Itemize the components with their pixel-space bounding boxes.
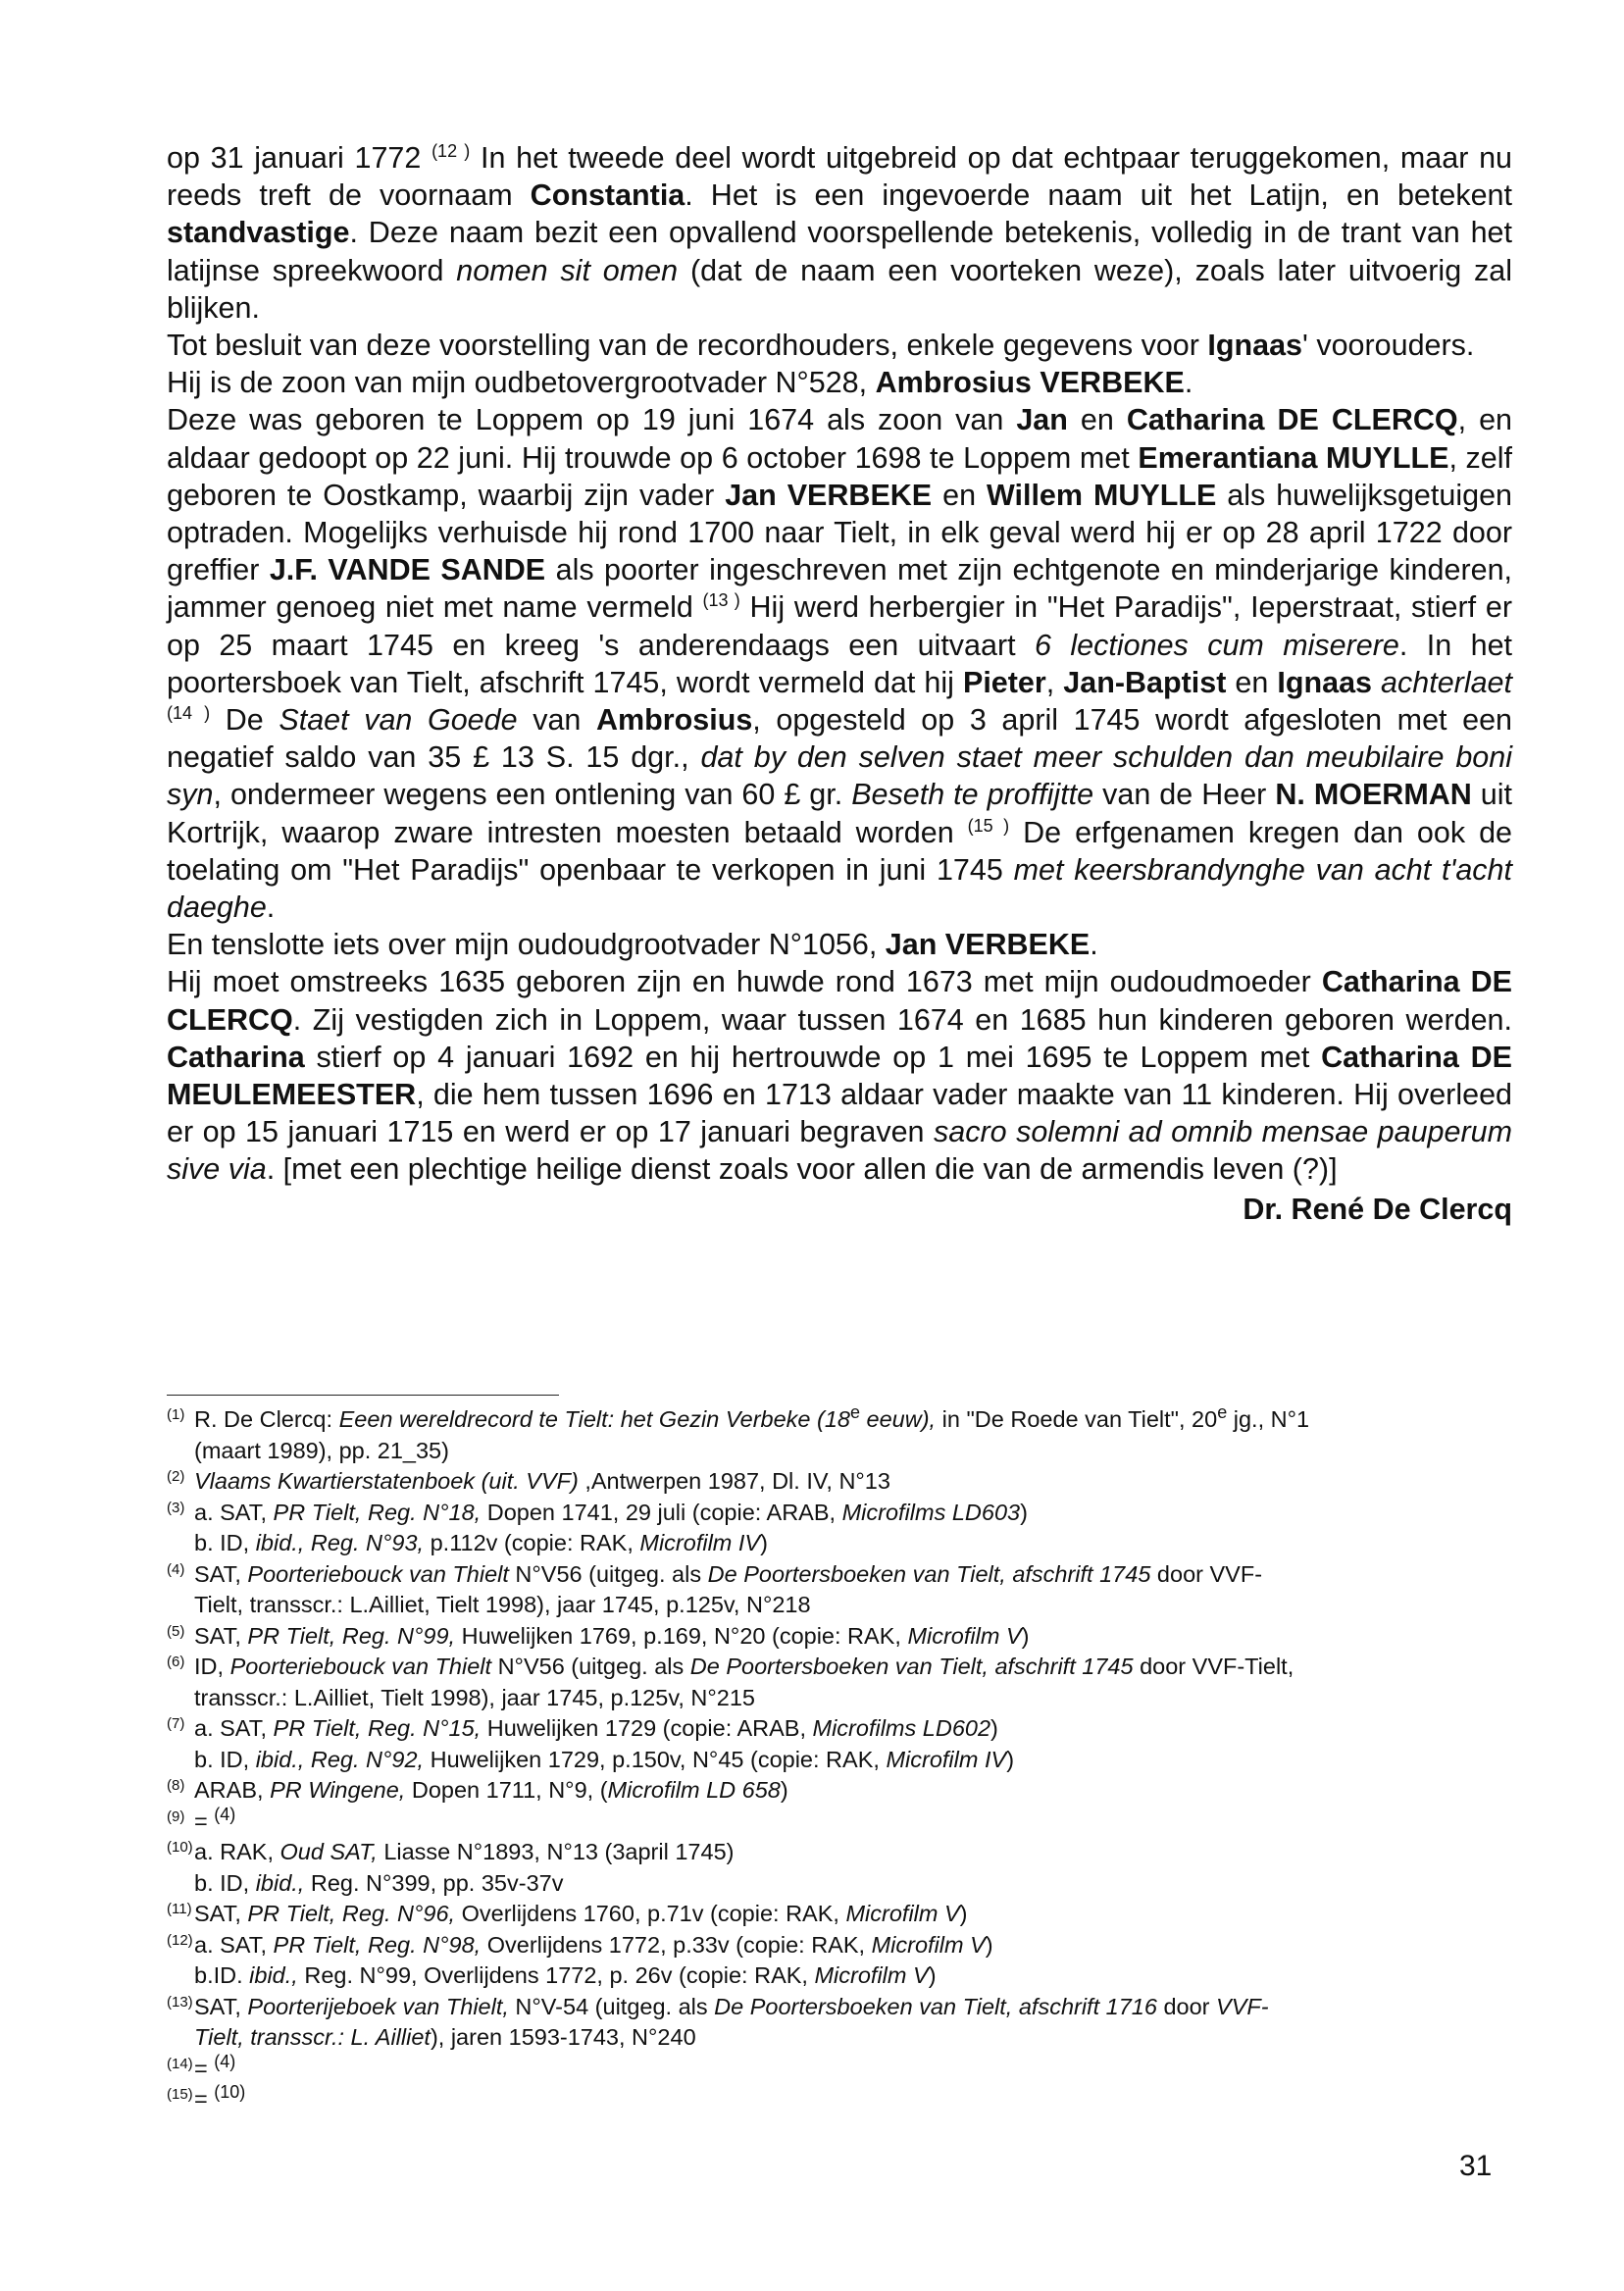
footnote-text <box>194 1590 1520 1621</box>
footnote-number <box>167 1960 194 1992</box>
paragraph-run: achterlaet <box>1381 665 1512 699</box>
footnote-continuation <box>167 2022 1520 2054</box>
footnote-run: e <box>850 1402 861 1423</box>
footnote-run: jg., N°1 <box>1227 1406 1310 1432</box>
footnote-run: Huwelijken 1729 (copie: ARAB, <box>481 1715 813 1741</box>
footnote-run: b. ID, <box>194 1869 256 1896</box>
footnote-run: Reg. N°399, pp. 35v-37v <box>304 1869 564 1896</box>
footnote-number: (1) <box>167 1406 185 1423</box>
footnote <box>167 1404 1520 1436</box>
paragraph-run: Tot besluit van deze voorstelling van de recordhouders, enkele gegevens voor <box>167 329 1208 363</box>
footnote-run: De Poortersboeken van Tielt, afschrift 1716 <box>714 1993 1157 2019</box>
footnote-run: Poorteriebouck van Thielt <box>247 1560 509 1587</box>
footnote <box>167 1621 1520 1653</box>
footnote-run: Microfilm V <box>907 1622 1022 1649</box>
main-text <box>167 139 1512 1228</box>
footnote-run: a. SAT, <box>194 1931 274 1958</box>
paragraph-run: en <box>1067 403 1127 437</box>
footnote-run: Microfilm IV <box>639 1530 761 1555</box>
paragraph-run: . Deze naam bezit een opvallend voorspellende betekenis, volledig in de trant van het latijnse spreekwoord <box>167 216 1512 287</box>
footnote <box>167 1804 1520 1838</box>
footnote-number: (5) <box>167 1622 185 1640</box>
paragraph-run: , en aldaar gedoopt op 22 juni. Hij trouwde op 6 october 1698 te Loppem met <box>167 403 1512 475</box>
paragraph-run: als huwelijksgetuigen optraden. Mogelijks verhuisde hij rond 1700 naar Tielt, in elk geval werd hij er op 28 april 1722 door greffier <box>167 478 1512 587</box>
footnote-run: Eeen wereldrecord te Tielt: het Gezin Verbeke (18 <box>338 1406 850 1432</box>
footnote-text <box>194 1804 1520 1838</box>
paragraph-run: uit Kortrijk, waarop zware intresten moesten betaald worden <box>167 778 1513 849</box>
paragraph-run: Jan VERBEKE <box>725 478 933 512</box>
paragraph-run: met keersbrandynghe van acht t'acht daeghe <box>167 852 1512 925</box>
footnote-run: Microfilm LD 658 <box>607 1777 781 1803</box>
paragraph-run: (14 ) <box>167 702 211 723</box>
footnote-run: Microfilms LD603 <box>841 1499 1021 1525</box>
footnote-run: Overlijdens 1760, p.71v (copie: RAK, <box>455 1901 846 1926</box>
footnote-run: Reg. N°99, Overlijdens 1772, p. 26v (copie: RAK, <box>297 1962 815 1988</box>
footnote-run: ibid., <box>249 1962 298 1988</box>
footnote-run: Liasse N°1893, N°13 (3april 1745) <box>377 1839 735 1864</box>
paragraph-run: Pieter <box>962 665 1046 699</box>
footnote-text <box>194 1713 1520 1745</box>
footnote-run: = <box>194 1807 215 1834</box>
paragraph-run: Constantia <box>530 178 685 213</box>
paragraph-run: . <box>266 891 276 925</box>
paragraph-run: 6 lectiones cum miserere <box>1035 628 1399 662</box>
paragraph-run: Catharina DE CLERCQ <box>167 965 1512 1037</box>
footnotes <box>167 1404 1520 2115</box>
footnote-run: = <box>194 2086 215 2112</box>
footnote-continuation <box>167 1528 1520 1559</box>
paragraph-run: , opgesteld op 3 april 1745 wordt afgesloten met een negatief saldo van 35 £ 13 S. 15 dgr., <box>167 703 1513 775</box>
footnote-run: ) <box>1021 1622 1030 1649</box>
footnote-run: PR Tielt, Reg. N°99, <box>247 1622 456 1649</box>
footnote-run: eeuw), <box>860 1406 937 1432</box>
footnote-run: ID, <box>194 1654 230 1679</box>
footnote-run: ) <box>990 1715 998 1741</box>
footnote-run: transscr.: L.Ailliet, Tielt 1998), jaar 1745, p.125v, N°215 <box>194 1684 755 1710</box>
paragraph-run: Hij is de zoon van mijn oudbetovergrootvader N°528, <box>167 366 876 400</box>
footnote-run: (4) <box>214 2051 236 2071</box>
paragraph-run: Staet van Goede <box>279 703 518 738</box>
paragraph-run: In het tweede deel wordt uitgebreid op dat echtpaar teruggekomen, maar nu reeds treft de voornaam <box>167 141 1512 213</box>
footnote-number <box>167 2022 194 2054</box>
footnote-run: SAT, <box>194 1560 248 1587</box>
footnote-number <box>167 1683 194 1714</box>
paragraph-run: De <box>210 703 279 738</box>
paragraph-run: . <box>1184 366 1193 400</box>
footnote <box>167 1775 1520 1807</box>
footnote-run: e <box>1217 1402 1228 1423</box>
footnote-run: PR Tielt, Reg. N°98, <box>273 1931 482 1958</box>
footnote-number: (6) <box>167 1654 185 1670</box>
footnote-run: SAT, <box>194 1901 248 1926</box>
footnote-continuation <box>167 1745 1520 1776</box>
paragraph-run: Hij moet omstreeks 1635 geboren zijn en huwde rond 1673 met mijn oudoudmoeder <box>167 965 1322 999</box>
footnote-text <box>194 1436 1520 1467</box>
paragraph-6 <box>167 963 1512 1188</box>
footnote-run: ibid., Reg. N°93, <box>255 1530 425 1555</box>
paragraph-run: en <box>932 478 987 512</box>
footnote-text <box>194 1621 1520 1653</box>
footnote-number <box>167 1436 194 1467</box>
footnote-number: (13) <box>167 1993 193 2011</box>
footnote-run: R. De Clercq: <box>194 1406 339 1432</box>
paragraph-run: Jan-Baptist <box>1063 665 1227 699</box>
footnote-text <box>194 2051 1520 2085</box>
footnote-run: door VVF- <box>1150 1560 1263 1587</box>
footnote-run: Vlaams Kwartierstatenboek (uit. VVF) <box>194 1468 579 1494</box>
footnote-run: Tielt, transscr.: L. Ailliet <box>194 2024 431 2050</box>
footnote <box>167 1992 1520 2023</box>
paragraph-run: Ignaas <box>1207 329 1303 363</box>
footnote-run: Poorterijeboek van Thielt, <box>247 1993 509 2019</box>
footnote-number: (15) <box>167 2086 193 2103</box>
paragraph-run: Beseth te proffijtte <box>851 778 1094 812</box>
paragraph-run: Catharina DE MEULEMEESTER <box>167 1040 1512 1112</box>
paragraph-run: op 31 januari 1772 <box>167 141 432 175</box>
footnote-run: ibid., Reg. N°92, <box>255 1746 425 1772</box>
footnote-text <box>194 1498 1520 1529</box>
footnote-run: Dopen 1711, N°9, ( <box>405 1777 608 1803</box>
footnote-run: Microfilm IV <box>886 1746 1007 1772</box>
footnote <box>167 2084 1520 2115</box>
footnote-number: (3) <box>167 1499 185 1516</box>
paragraph-run: Ignaas <box>1277 665 1372 699</box>
footnote-run: Overlijdens 1772, p.33v (copie: RAK, <box>481 1931 872 1958</box>
footnote-run: ibid., <box>255 1869 305 1896</box>
footnote-text <box>194 1868 1520 1900</box>
footnote-run: Oud SAT, <box>279 1839 378 1864</box>
footnote-run: VVF- <box>1216 1993 1269 2019</box>
footnote-run: ) <box>1020 1499 1028 1525</box>
paragraph-run: En tenslotte iets over mijn oudoudgrootvader N°1056, <box>167 928 886 962</box>
footnote-run: SAT, <box>194 1622 248 1649</box>
paragraph-1 <box>167 139 1512 327</box>
footnote <box>167 1899 1520 1930</box>
footnote-run: PR Wingene, <box>270 1777 406 1803</box>
footnote-run: Tielt, transscr.: L.Ailliet, Tielt 1998), jaar 1745, p.125v, N°218 <box>194 1592 811 1617</box>
footnote-text <box>194 1930 1520 1961</box>
footnote-continuation <box>167 1960 1520 1992</box>
footnote <box>167 1837 1520 1868</box>
footnote <box>167 1498 1520 1529</box>
paragraph-run: nomen sit omen <box>456 253 679 287</box>
footnote-run: (4) <box>214 1804 236 1824</box>
footnote-run: PR Tielt, Reg. N°96, <box>247 1901 456 1926</box>
paragraph-run: (dat de naam een voorteken weze), zoals later uitvoerig zal blijken. <box>167 253 1513 325</box>
footnote <box>167 1652 1520 1683</box>
paragraph-3 <box>167 364 1512 401</box>
footnote <box>167 1559 1520 1591</box>
footnote-number <box>167 1868 194 1900</box>
footnote-run: ARAB, <box>194 1777 271 1803</box>
footnote-number: (7) <box>167 1715 185 1732</box>
paragraph-run: , ondermeer wegens een ontlening van 60 £ gr. <box>213 778 852 812</box>
footnote-text <box>194 1528 1520 1559</box>
paragraph-run: . Zij vestigden zich in Loppem, waar tussen 1674 en 1685 hun kinderen geboren werden. <box>292 1002 1512 1037</box>
footnote <box>167 2051 1520 2085</box>
footnote-run: door VVF-Tielt, <box>1133 1654 1294 1679</box>
paragraph-run: Jan VERBEKE <box>885 928 1091 962</box>
paragraph-run: , <box>1045 665 1064 699</box>
footnote-run: Poorteriebouck van Thielt <box>229 1654 492 1679</box>
footnote-number: (11) <box>167 1901 192 1917</box>
paragraph-5 <box>167 926 1512 963</box>
footnote-run: b. ID, <box>194 1530 256 1555</box>
footnote-continuation <box>167 1436 1520 1467</box>
footnote-run: b.ID. <box>194 1962 250 1988</box>
footnote-run: Microfilm V <box>845 1901 960 1926</box>
paragraph-run: Catharina DE CLERCQ <box>1126 403 1458 437</box>
footnote <box>167 1713 1520 1745</box>
footnote-run: ) <box>760 1530 768 1555</box>
signature: Dr. René De Clercq <box>1243 1192 1512 1226</box>
paragraph-run: (15 ) <box>967 815 1010 836</box>
paragraph-run: Catharina <box>167 1040 305 1074</box>
footnote-number: (8) <box>167 1777 185 1794</box>
footnote-run: ) <box>959 1901 968 1926</box>
footnote-text <box>194 1466 1520 1498</box>
footnote-run: N°V56 (uitgeg. als <box>491 1654 690 1679</box>
paragraph-2 <box>167 327 1512 364</box>
paragraph-run: en <box>1226 665 1278 699</box>
footnote-run: SAT, <box>194 1993 248 2019</box>
footnote-run: ) <box>985 1931 993 1958</box>
paragraph-run: . In het poortersboek van Tielt, afschrift 1745, wordt vermeld dat hij <box>167 628 1513 699</box>
footnote-run: Microfilm V <box>871 1931 986 1958</box>
footnote-divider <box>167 1395 559 1396</box>
footnote-number: (10) <box>167 1839 193 1856</box>
paragraph-run: Jan <box>1016 403 1068 437</box>
footnote-run: N°V56 (uitgeg. als <box>508 1560 708 1587</box>
footnote-run: PR Tielt, Reg. N°15, <box>273 1715 482 1741</box>
footnote-number: (14) <box>167 2055 193 2072</box>
footnote-text <box>194 1992 1520 2023</box>
footnote-text <box>194 1837 1520 1868</box>
paragraph-run: (13 ) <box>702 590 740 611</box>
footnote-text <box>194 2084 1520 2115</box>
footnote-run: PR Tielt, Reg. N°18, <box>273 1499 482 1525</box>
paragraph-run: ' voorouders. <box>1302 329 1475 363</box>
paragraph-run: Ambrosius <box>595 703 753 738</box>
paragraph-run: . Het is een ingevoerde naam uit het Latijn, en betekent <box>685 178 1512 213</box>
footnote-run: (maart 1989), pp. 21_35) <box>194 1437 449 1463</box>
paragraph-run: van <box>517 703 596 738</box>
footnote-run: Dopen 1741, 29 juli (copie: ARAB, <box>481 1499 842 1525</box>
footnote-continuation <box>167 1590 1520 1621</box>
footnote-number: (9) <box>167 1807 185 1825</box>
page-number: 31 <box>1459 2150 1493 2182</box>
footnote-run: Microfilm V <box>814 1962 929 1988</box>
paragraph-run: Hij werd herbergier in "Het Paradijs", Ieperstraat, stierf er op 25 maart 1745 en kreeg 's anderendaags een uitvaart <box>167 590 1512 662</box>
footnote-text <box>194 1775 1520 1807</box>
paragraph-run: (12 ) <box>431 140 471 161</box>
footnote-number: (2) <box>167 1468 185 1485</box>
footnote-number <box>167 1528 194 1559</box>
footnote-run: door <box>1156 1993 1217 2019</box>
footnote-run: N°V-54 (uitgeg. als <box>508 1993 715 2019</box>
footnote-run: Microfilms LD602 <box>812 1715 991 1741</box>
footnote-run: p.112v (copie: RAK, <box>424 1530 640 1555</box>
footnote-run: De Poortersboeken van Tielt, afschrift 1745 <box>707 1560 1151 1587</box>
footnote-run: = <box>194 2055 215 2081</box>
footnote-number: (12) <box>167 1931 193 1949</box>
footnote-run: ), jaren 1593-1743, N°240 <box>430 2024 696 2050</box>
footnote-run: a. SAT, <box>194 1715 274 1741</box>
footnote <box>167 1466 1520 1498</box>
paragraph-run: J.F. VANDE SANDE <box>269 553 546 587</box>
paragraph-run: Ambrosius VERBEKE <box>875 366 1185 400</box>
paragraph-run: , zelf geboren te Oostkamp, waarbij zijn vader <box>167 440 1512 512</box>
paragraph-run: standvastige <box>167 216 350 250</box>
footnote-run: a. SAT, <box>194 1499 274 1525</box>
paragraph-run: stierf op 4 januari 1692 en hij hertrouwde op 1 mei 1695 te Loppem met <box>304 1040 1322 1074</box>
paragraph-run: dat by den selven staet meer schulden dan meubilaire boni syn <box>167 740 1512 812</box>
footnote-text <box>194 1899 1520 1930</box>
footnote-run: ,Antwerpen 1987, Dl. IV, N°13 <box>578 1468 890 1494</box>
footnote-number: (4) <box>167 1560 185 1578</box>
footnote-run: ) <box>928 1962 937 1988</box>
footnote-text <box>194 1960 1520 1992</box>
paragraph-run: Deze was geboren te Loppem op 19 juni 1674 als zoon van <box>167 403 1017 437</box>
footnote-text <box>194 1683 1520 1714</box>
paragraph-run: als poorter ingeschreven met zijn echtgenote en minderjarige kinderen, jammer genoeg niet met name vermeld <box>167 553 1512 625</box>
footnote-run: in "De Roede van Tielt", 20 <box>936 1406 1218 1432</box>
paragraph-run: , die hem tussen 1696 en 1713 aldaar vader maakte van 11 kinderen. Hij overleed er op 15 januari 1715 en werd er op 17 januari begraven <box>167 1078 1512 1149</box>
footnote <box>167 1930 1520 1961</box>
paragraph-run <box>1372 666 1381 699</box>
paragraph-run: sacro solemni ad omnib mensae pauperum sive via <box>167 1115 1512 1187</box>
paragraph-run: Willem MUYLLE <box>986 478 1217 512</box>
footnote-text <box>194 2022 1520 2054</box>
footnote-text <box>194 1652 1520 1683</box>
footnote-run: (10) <box>214 2082 246 2103</box>
paragraph-run: van de Heer <box>1093 778 1276 812</box>
footnote-text <box>194 1559 1520 1591</box>
paragraph-run: De erfgenamen kregen dan ook de toelating om "Het Paradijs" openbaar te verkopen in juni 1745 <box>167 815 1513 887</box>
footnote-run: a. RAK, <box>194 1839 280 1864</box>
footnote-text <box>194 1745 1520 1776</box>
footnote-number <box>167 1745 194 1776</box>
footnote-run: Huwelijken 1769, p.169, N°20 (copie: RAK, <box>455 1622 908 1649</box>
paragraph-run: Emerantiana MUYLLE <box>1138 440 1449 475</box>
footnote-continuation <box>167 1683 1520 1714</box>
paragraph-run: . <box>1090 928 1098 962</box>
footnote-run: Huwelijken 1729, p.150v, N°45 (copie: RAK, <box>424 1746 887 1772</box>
footnote-text <box>194 1404 1520 1436</box>
paragraph-run: N. MOERMAN <box>1275 778 1472 812</box>
footnote-continuation <box>167 1868 1520 1900</box>
paragraph-run: . [met een plechtige heilige dienst zoals voor allen die van de armendis leven (?)] <box>266 1152 1338 1187</box>
footnote-run: ) <box>1006 1746 1015 1772</box>
paragraph-4 <box>167 401 1512 926</box>
footnote-run: De Poortersboeken van Tielt, afschrift 1745 <box>689 1654 1134 1679</box>
footnote-number <box>167 1590 194 1621</box>
footnote-run: ) <box>780 1777 788 1803</box>
footnote-run: b. ID, <box>194 1746 256 1772</box>
